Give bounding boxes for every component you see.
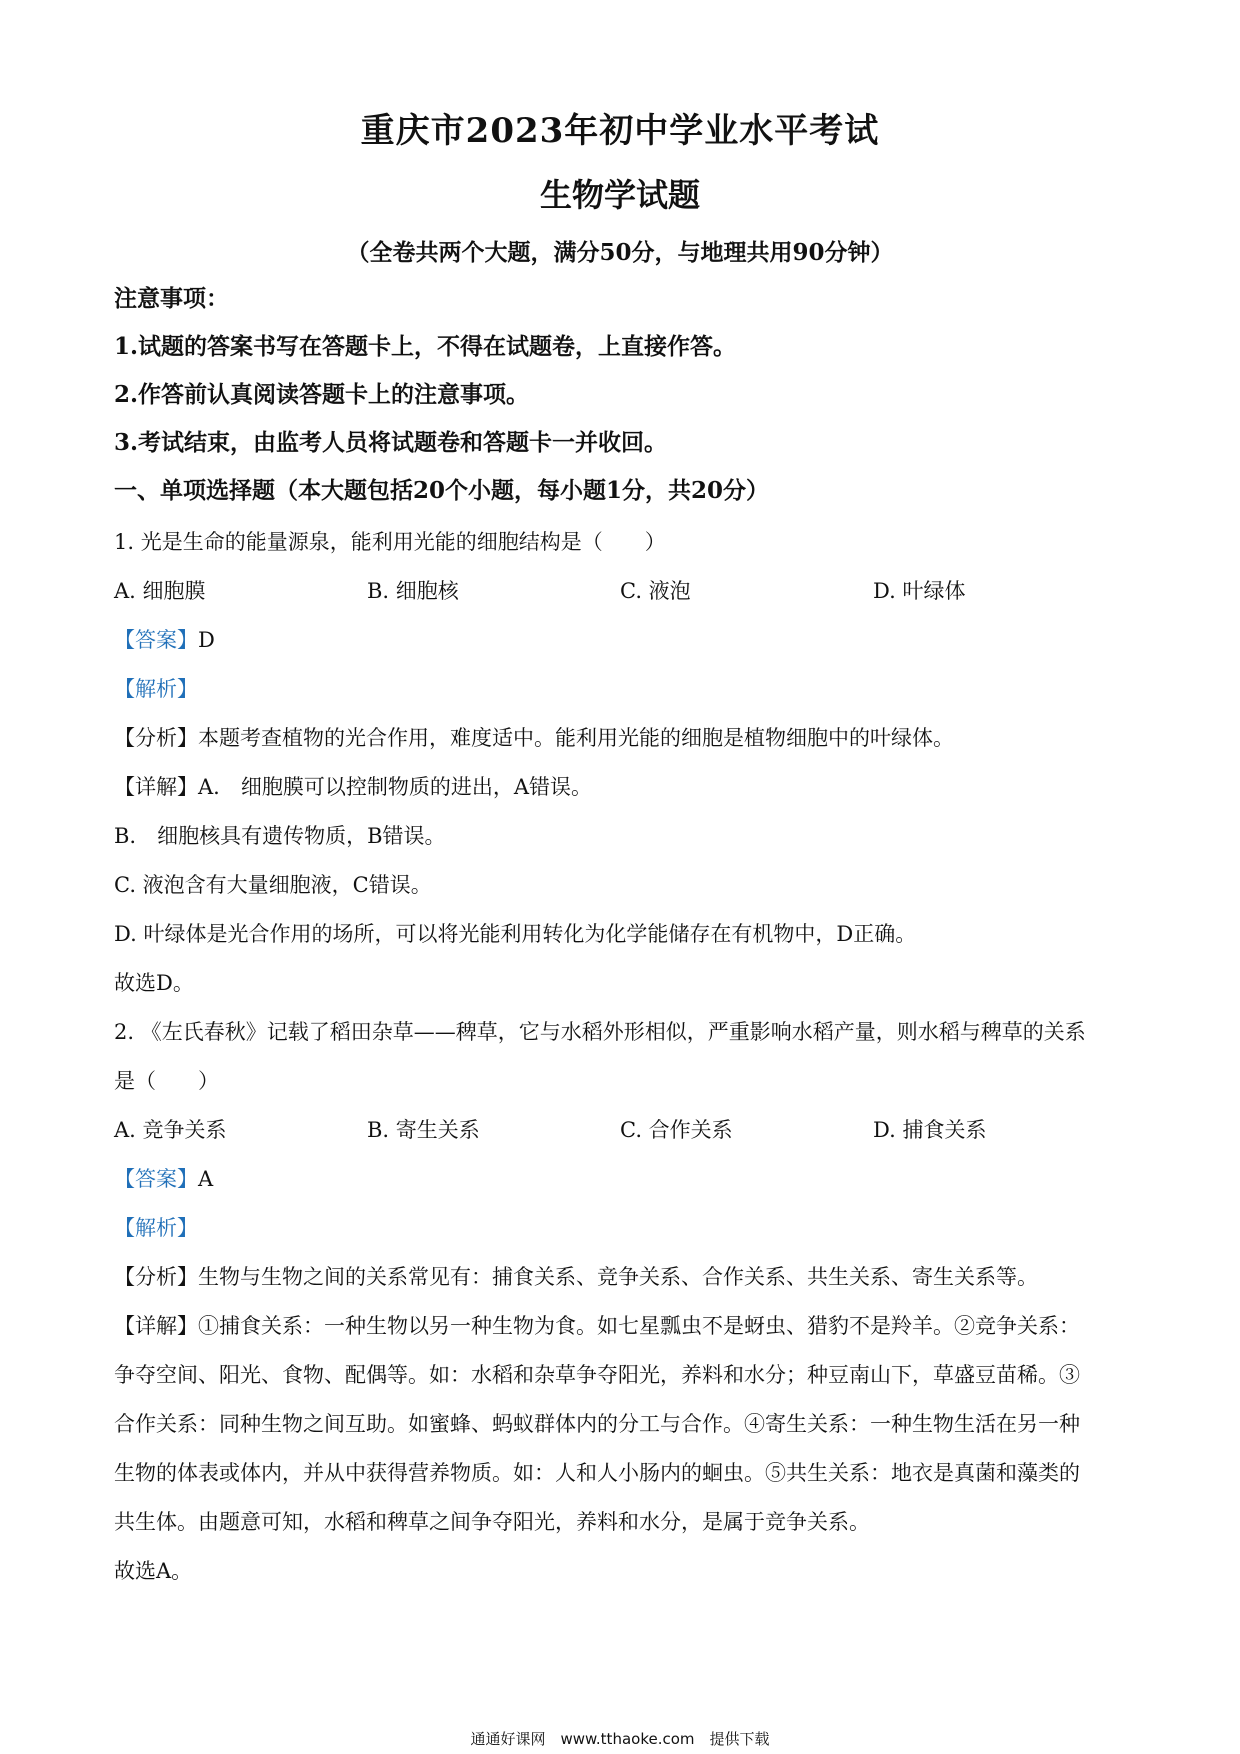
q2-answer-line	[114, 1164, 1134, 1194]
q1-line-d: D. 叶绿体是光合作用的场所，可以将光能利用转化为化学能储存在有机物中，D正确。	[114, 922, 917, 946]
question-1-stem: 1. 光是生命的能量源泉，能利用光能的细胞结构是（ ）	[114, 530, 666, 554]
q2-option-b: B. 寄生关系	[367, 1118, 480, 1142]
q2-answer-tag: 【答案】	[114, 1167, 198, 1191]
q2-conclusion: 故选A。	[114, 1559, 193, 1583]
notice-item-1: 1.试题的答案书写在答题卡上，不得在试题卷，上直接作答。	[114, 333, 737, 360]
q1-analysis-tag: 【解析】	[114, 677, 198, 701]
q2-option-d: D. 捕食关系	[873, 1118, 987, 1142]
q2-analysis-tag: 【解析】	[114, 1216, 198, 1240]
q1-option-d: D. 叶绿体	[873, 579, 966, 603]
question-2-stem-line-1: 2. 《左氏春秋》记载了稻田杂草——稗草，它与水稻外形相似，严重影响水稻产量，则水稻与稗草的关系	[114, 1020, 1086, 1044]
q1-fenxi-tag: 【分析】	[114, 726, 198, 750]
exam-note: （全卷共两个大题，满分50分，与地理共用90分钟）	[346, 239, 894, 266]
q1-option-c: C. 液泡	[620, 579, 691, 603]
page-subtitle: 生物学试题	[539, 176, 700, 214]
q1-conclusion: 故选D。	[114, 971, 194, 995]
q1-xiangjie-tag: 【详解】	[114, 775, 198, 799]
q1-fenxi-line	[114, 723, 1134, 753]
page-title: 重庆市2023年初中学业水平考试	[360, 111, 880, 151]
q2-option-c: C. 合作关系	[620, 1118, 733, 1142]
q1-line-c: C. 液泡含有大量细胞液，C错误。	[114, 873, 432, 897]
q1-answer-line	[114, 625, 1134, 655]
q2-xiangjie-line-4: 生物的体表或体内，并从中获得营养物质。如：人和人小肠内的蛔虫。⑤共生关系：地衣是真菌和藻类的	[114, 1461, 1080, 1485]
question-2-options	[114, 1115, 1134, 1145]
page-footer: 通通好课网 www.tthaoke.com 提供下载	[470, 1730, 770, 1748]
q1-answer: D	[198, 628, 215, 652]
notice-item-2: 2.作答前认真阅读答题卡上的注意事项。	[114, 381, 530, 408]
q2-xiangjie-line-2: 争夺空间、阳光、食物、配偶等。如：水稻和杂草争夺阳光，养料和水分；种豆南山下，草盛豆苗稀。③	[114, 1363, 1080, 1387]
q1-line-b: B. 细胞核具有遗传物质，B错误。	[114, 824, 446, 848]
q2-xiangjie-line-5: 共生体。由题意可知，水稻和稗草之间争夺阳光，养料和水分，是属于竞争关系。	[114, 1510, 870, 1534]
q2-xiangjie-line-3: 合作关系：同种生物之间互助。如蜜蜂、蚂蚁群体内的分工与合作。④寄生关系：一种生物生活在另一种	[114, 1412, 1080, 1436]
q1-option-b: B. 细胞核	[367, 579, 459, 603]
q1-fenxi: 本题考查植物的光合作用，难度适中。能利用光能的细胞是植物细胞中的叶绿体。	[198, 726, 954, 750]
q1-answer-tag: 【答案】	[114, 628, 198, 652]
section-heading: 一、单项选择题（本大题包括20个小题，每小题1分，共20分）	[114, 477, 770, 504]
q2-fenxi: 生物与生物之间的关系常见有：捕食关系、竞争关系、合作关系、共生关系、寄生关系等。	[198, 1265, 1038, 1289]
q2-fenxi-line	[114, 1262, 1134, 1292]
notice-heading: 注意事项：	[114, 285, 229, 312]
q2-xiangjie-text-1: ①捕食关系：一种生物以另一种生物为食。如七星瓢虫不是蚜虫、猎豹不是羚羊。②竞争关系：	[198, 1314, 1080, 1338]
question-2-stem-line-2: 是（ ）	[114, 1069, 219, 1093]
q1-xiangjie-line	[114, 772, 1134, 802]
question-1-options	[114, 576, 1134, 606]
q2-xiangjie-tag: 【详解】	[114, 1314, 198, 1338]
q2-fenxi-tag: 【分析】	[114, 1265, 198, 1289]
notice-item-3: 3.考试结束，由监考人员将试题卷和答题卡一并收回。	[114, 429, 668, 456]
q1-xiangjie-a: A. 细胞膜可以控制物质的进出，A错误。	[198, 775, 593, 799]
q2-option-a: A. 竞争关系	[114, 1118, 227, 1142]
q2-answer: A	[198, 1167, 214, 1191]
q1-option-a: A. 细胞膜	[114, 579, 206, 603]
q2-xiangjie-line-1	[114, 1311, 1134, 1341]
